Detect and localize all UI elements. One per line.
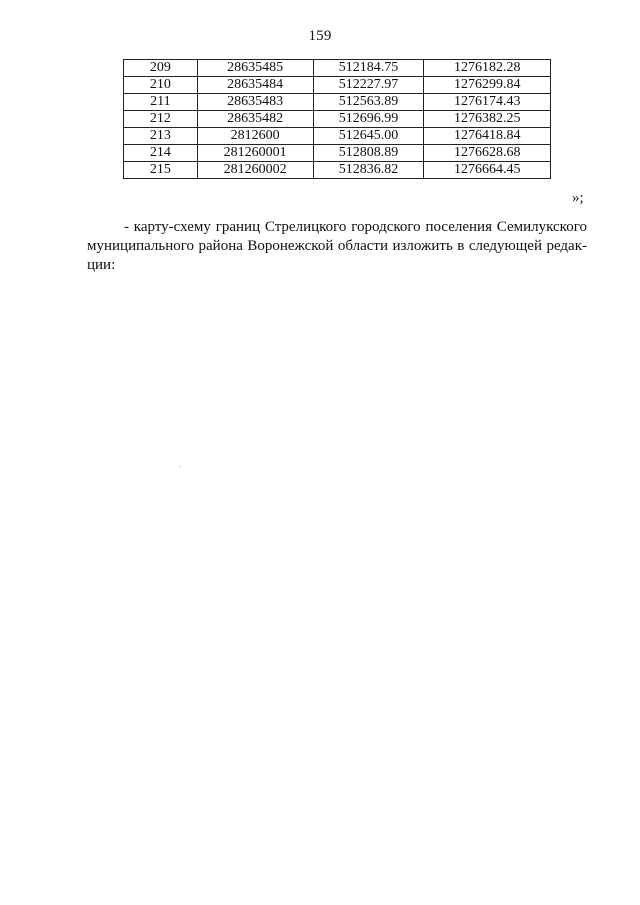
table-cell-point-number: 214 bbox=[124, 145, 198, 162]
table-row bbox=[124, 60, 551, 77]
table-cell-coord-x: 512227.97 bbox=[313, 77, 424, 94]
paragraph-line-1: - карту-схему границ Стрелицкого городского поселения Семилукского bbox=[124, 219, 587, 235]
paragraph-line-3: ции: bbox=[87, 257, 116, 273]
table-cell-point-id: 28635482 bbox=[197, 111, 313, 128]
table-cell-coord-x: 512696.99 bbox=[313, 111, 424, 128]
table-cell-point-number: 209 bbox=[124, 60, 198, 77]
table-cell-coord-x: 512184.75 bbox=[313, 60, 424, 77]
table-cell-coord-y: 1276182.28 bbox=[424, 60, 551, 77]
table-row bbox=[124, 145, 551, 162]
table-cell-coord-x: 512563.89 bbox=[313, 94, 424, 111]
table-row bbox=[124, 111, 551, 128]
table-cell-point-id: 281260001 bbox=[197, 145, 313, 162]
table-cell-point-number: 212 bbox=[124, 111, 198, 128]
table-cell-coord-y: 1276299.84 bbox=[424, 77, 551, 94]
paragraph bbox=[87, 218, 587, 275]
table-row bbox=[124, 94, 551, 111]
table-cell-point-number: 210 bbox=[124, 77, 198, 94]
table-cell-coord-x: 512808.89 bbox=[313, 145, 424, 162]
table-cell-point-id: 2812600 bbox=[197, 128, 313, 145]
table-cell-point-number: 213 bbox=[124, 128, 198, 145]
table-cell-coord-x: 512836.82 bbox=[313, 162, 424, 179]
table-row bbox=[124, 128, 551, 145]
table-cell-coord-y: 1276418.84 bbox=[424, 128, 551, 145]
table-cell-coord-x: 512645.00 bbox=[313, 128, 424, 145]
table-cell-point-id: 28635485 bbox=[197, 60, 313, 77]
paragraph-line-2: муниципального района Воронежской области изложить в следующей редак- bbox=[87, 238, 587, 254]
closing-quote: »; bbox=[572, 190, 584, 206]
table-cell-coord-y: 1276174.43 bbox=[424, 94, 551, 111]
table-cell-coord-y: 1276664.45 bbox=[424, 162, 551, 179]
table-cell-point-number: 215 bbox=[124, 162, 198, 179]
page-number: 159 bbox=[308, 28, 332, 44]
table-cell-point-id: 28635483 bbox=[197, 94, 313, 111]
table-cell-point-number: 211 bbox=[124, 94, 198, 111]
table-cell-coord-y: 1276628.68 bbox=[424, 145, 551, 162]
table-row bbox=[124, 77, 551, 94]
table-cell-coord-y: 1276382.25 bbox=[424, 111, 551, 128]
table-cell-point-id: 281260002 bbox=[197, 162, 313, 179]
scan-speck bbox=[180, 466, 181, 467]
coordinates-table-body bbox=[124, 60, 551, 179]
table-row bbox=[124, 162, 551, 179]
coordinates-table bbox=[123, 59, 551, 179]
table-cell-point-id: 28635484 bbox=[197, 77, 313, 94]
